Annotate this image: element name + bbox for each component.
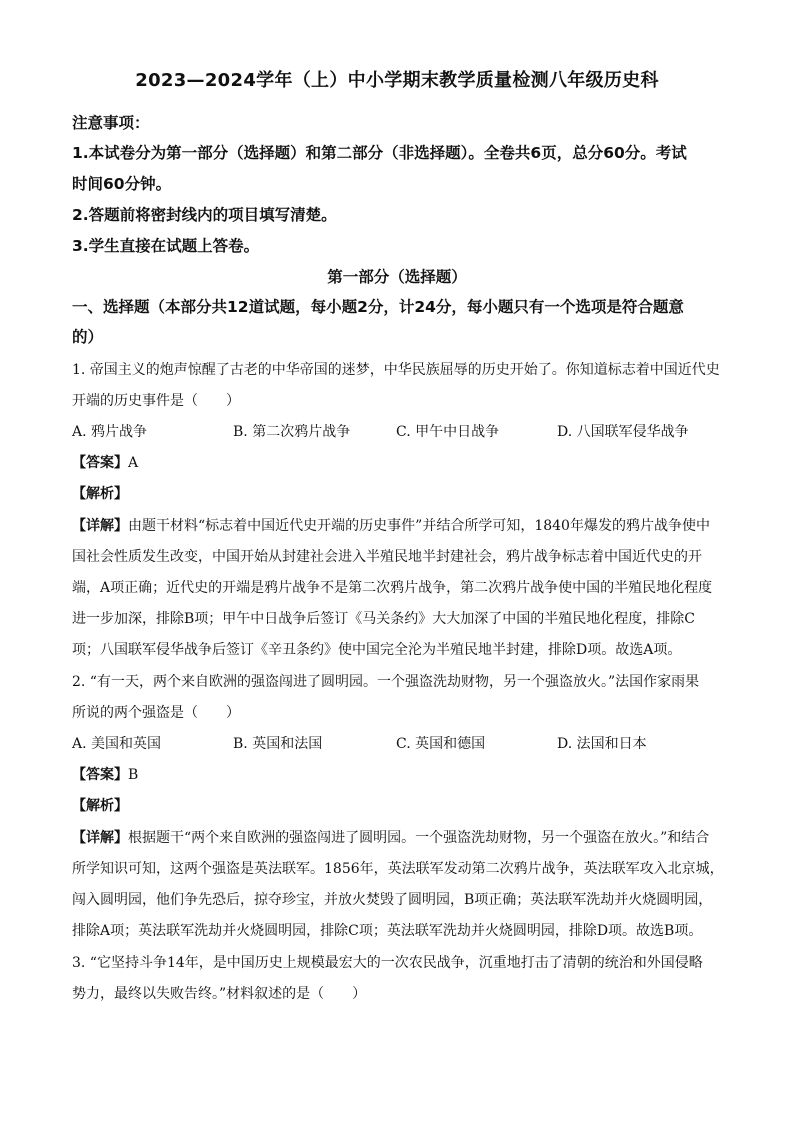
q1-option-a: A. 鸦片战争 (72, 424, 148, 440)
q1-option-b: B. 第二次鸦片战争 (233, 424, 351, 440)
q2-detail-text: 根据题干“两个来自欧洲的强盗闯进了圆明园。一个强盗洗劫财物，另一个强盗在放火。”和结合 (128, 830, 710, 846)
note-item-1: 1.本试卷分为第一部分（选择题）和第二部分（非选择题）。全卷共6页，总分60分。考试 (72, 144, 687, 162)
section-title: 一、选择题（本部分共12道试题，每小题2分，计24分，每小题只有一个选项是符合题意 (72, 298, 684, 316)
exam-title: 2023—2024学年（上）中小学期末教学质量检测八年级历史科 (135, 70, 659, 91)
q2-stem-cont: 所说的两个强盗是（ ） (72, 705, 240, 721)
q1-detail-text: 由题干材料“标志着中国近代史开端的历史事件”并结合所学可知，1840年爆发的鸦片战争使中 (128, 518, 710, 534)
q1-stem-cont: 开端的历史事件是（ ） (72, 393, 240, 409)
note-item-1-cont: 时间60分钟。 (72, 175, 172, 193)
q1-answer-value: A (128, 455, 139, 471)
q2-stem: 2. “有一天，两个来自欧洲的强盗闯进了圆明园。一个强盗洗劫财物，另一个强盗放火。”法国作家雨果 (72, 674, 700, 690)
q2-option-c: C. 英国和德国 (396, 736, 486, 752)
note-item-2: 2.答题前将密封线内的项目填写清楚。 (72, 206, 337, 224)
q2-answer-value: B (128, 767, 139, 783)
q1-answer (72, 452, 138, 472)
note-item-3: 3.学生直接在试题上答卷。 (72, 237, 260, 255)
q2-analysis-label: 【解析】 (72, 798, 128, 814)
q2-detail (72, 827, 709, 847)
q1-stem: 1. 帝国主义的炮声惊醒了古老的中华帝国的迷梦，中华民族屈辱的历史开始了。你知道标志着中国近代史 (72, 362, 720, 378)
part-title: 第一部分（选择题） (327, 268, 467, 286)
detail-label: 【详解】 (72, 518, 128, 534)
section-title-cont: 的） (72, 328, 104, 346)
q2-answer (72, 764, 138, 784)
q2-option-d: D. 法国和日本 (557, 736, 647, 752)
q2-option-b: B. 英国和法国 (233, 736, 323, 752)
q2-option-a: A. 美国和英国 (72, 736, 162, 752)
q1-option-d: D. 八国联军侵华战争 (557, 424, 689, 440)
q1-detail (72, 515, 710, 535)
q1-detail-line-2: 国社会性质发生改变，中国开始从封建社会进入半殖民地半封建社会，鸦片战争标志着中国近代史的开 (72, 549, 702, 565)
q2-detail-line-2: 所学知识可知，这两个强盗是英法联军。1856年，英法联军发动第二次鸦片战争，英法联军攻入北京城， (72, 861, 724, 877)
q1-detail-line-5: 项；八国联军侵华战争后签订《辛丑条约》使中国完全沦为半殖民地半封建，排除D项。故选A项。 (72, 642, 682, 658)
q1-option-c: C. 甲午中日战争 (396, 424, 500, 440)
q3-stem-cont: 势力，最终以失败告终。”材料叙述的是（ ） (72, 986, 367, 1002)
answer-label: 【答案】 (72, 767, 128, 783)
q3-stem: 3. “它坚持斗争14年，是中国历史上规模最宏大的一次农民战争，沉重地打击了清朝的统治和外国侵略 (72, 955, 703, 971)
q1-detail-line-3: 端，A项正确；近代史的开端是鸦片战争不是第二次鸦片战争，第二次鸦片战争使中国的半殖民地化程度 (72, 580, 713, 596)
q2-detail-line-4: 排除A项；英法联军洗劫并火烧圆明园，排除C项；英法联军洗劫并火烧圆明园，排除D项。故选B项。 (72, 923, 703, 939)
q1-analysis-label: 【解析】 (72, 486, 128, 502)
q1-detail-line-4: 进一步加深，排除B项；甲午中日战争后签订《马关条约》大大加深了中国的半殖民地化程度，排除C (72, 611, 695, 627)
notes-heading: 注意事项： (72, 114, 150, 132)
detail-label: 【详解】 (72, 830, 128, 846)
q2-detail-line-3: 闯入圆明园，他们争先恐后，掠夺珍宝，并放火焚毁了圆明园，B项正确；英法联军洗劫并火烧圆明园， (72, 892, 713, 908)
answer-label: 【答案】 (72, 455, 128, 471)
